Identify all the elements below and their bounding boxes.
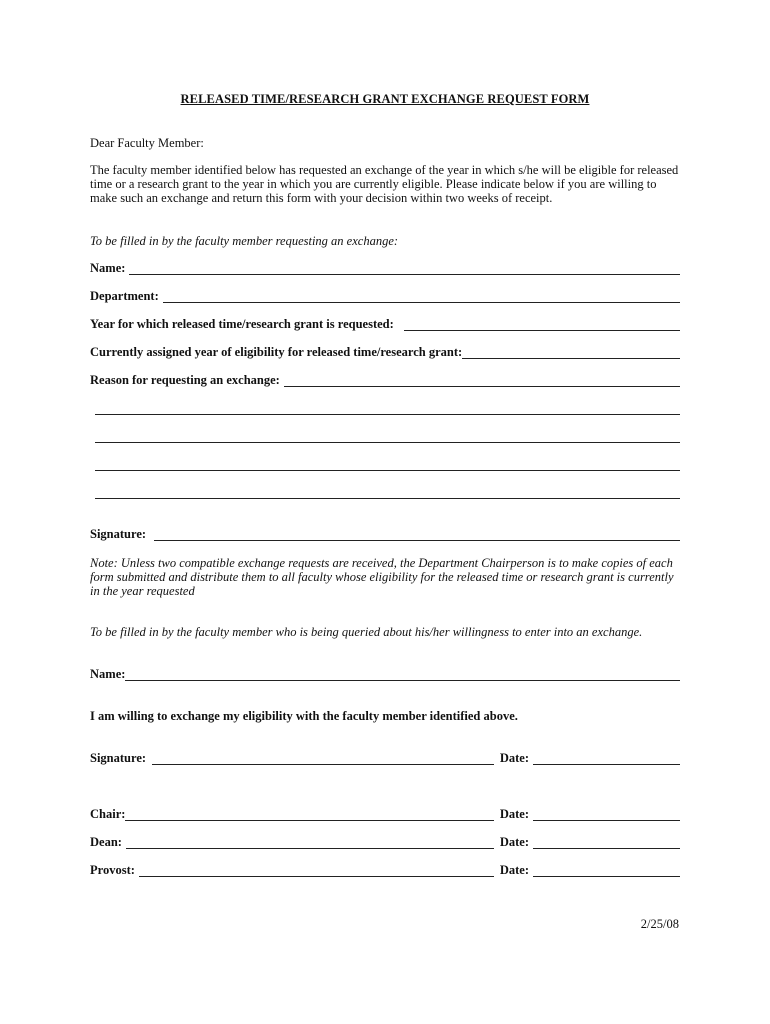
provost-date-line[interactable] [533, 863, 680, 877]
respondent-signature-line[interactable] [152, 751, 494, 765]
reason-line[interactable] [284, 373, 680, 387]
intro-paragraph: The faculty member identified below has requested an exchange of the year in which s/he will be eligible for released time or a research grant to the year in which you are currently eligible. Please indicate below if you are willing to make such an exchange and return this form with your decision within two weeks of receipt. [90, 163, 679, 205]
current-year-field [90, 343, 680, 359]
current-year-line[interactable] [462, 345, 680, 359]
requester-name-field [90, 259, 680, 275]
dean-signature-line[interactable] [126, 835, 494, 849]
chair-date-line[interactable] [533, 807, 680, 821]
provost-date-label: Date: [499, 863, 529, 877]
reason-extra-line[interactable] [95, 470, 680, 471]
reason-extra-line[interactable] [95, 498, 680, 499]
respondent-name-label: Name: [90, 667, 126, 681]
year-requested-label: Year for which released time/research grant is requested: [90, 317, 394, 331]
dean-row [90, 833, 680, 849]
dean-date-label: Date: [499, 835, 529, 849]
form-title: RELEASED TIME/RESEARCH GRANT EXCHANGE REQUEST FORM [180, 92, 590, 106]
respondent-signature-label: Signature: [90, 751, 147, 765]
department-field [90, 287, 680, 303]
section2-heading: To be filled in by the faculty member who is being queried about his/her willingness to enter into an exchange. [90, 625, 643, 639]
requester-signature-label: Signature: [90, 527, 147, 541]
department-line[interactable] [163, 289, 680, 303]
dean-date-line[interactable] [533, 835, 680, 849]
requester-signature-field [90, 525, 680, 541]
department-label: Department: [90, 289, 159, 303]
reason-label: Reason for requesting an exchange: [90, 373, 280, 387]
year-requested-field [90, 315, 680, 331]
chair-label: Chair: [90, 807, 126, 821]
reason-extra-line[interactable] [95, 442, 680, 443]
provost-row [90, 861, 680, 877]
chair-date-label: Date: [499, 807, 529, 821]
requester-name-label: Name: [90, 261, 126, 275]
reason-field [90, 371, 680, 387]
note-paragraph: Note: Unless two compatible exchange requests are received, the Department Chairperson is to make copies of each form submitted and distribute them to all faculty whose eligibility for the released time or research grant is currently in the year requested [90, 556, 674, 598]
revision-date: 2/25/08 [640, 917, 679, 931]
chair-signature-line[interactable] [125, 807, 493, 821]
year-requested-line[interactable] [404, 317, 680, 331]
greeting: Dear Faculty Member: [90, 136, 204, 150]
current-year-label: Currently assigned year of eligibility for released time/research grant: [90, 345, 463, 359]
respondent-date-line[interactable] [533, 751, 680, 765]
requester-name-line[interactable] [129, 261, 680, 275]
dean-label: Dean: [90, 835, 122, 849]
respondent-signature-row [90, 749, 680, 765]
chair-row [90, 805, 680, 821]
requester-signature-line[interactable] [154, 527, 680, 541]
reason-extra-line[interactable] [95, 414, 680, 415]
respondent-name-line[interactable] [125, 667, 680, 681]
respondent-date-label: Date: [499, 751, 529, 765]
respondent-name-field [90, 665, 680, 681]
provost-label: Provost: [90, 863, 135, 877]
willing-statement: I am willing to exchange my eligibility with the faculty member identified above. [90, 709, 518, 723]
section1-heading: To be filled in by the faculty member requesting an exchange: [90, 234, 399, 248]
provost-signature-line[interactable] [139, 863, 494, 877]
